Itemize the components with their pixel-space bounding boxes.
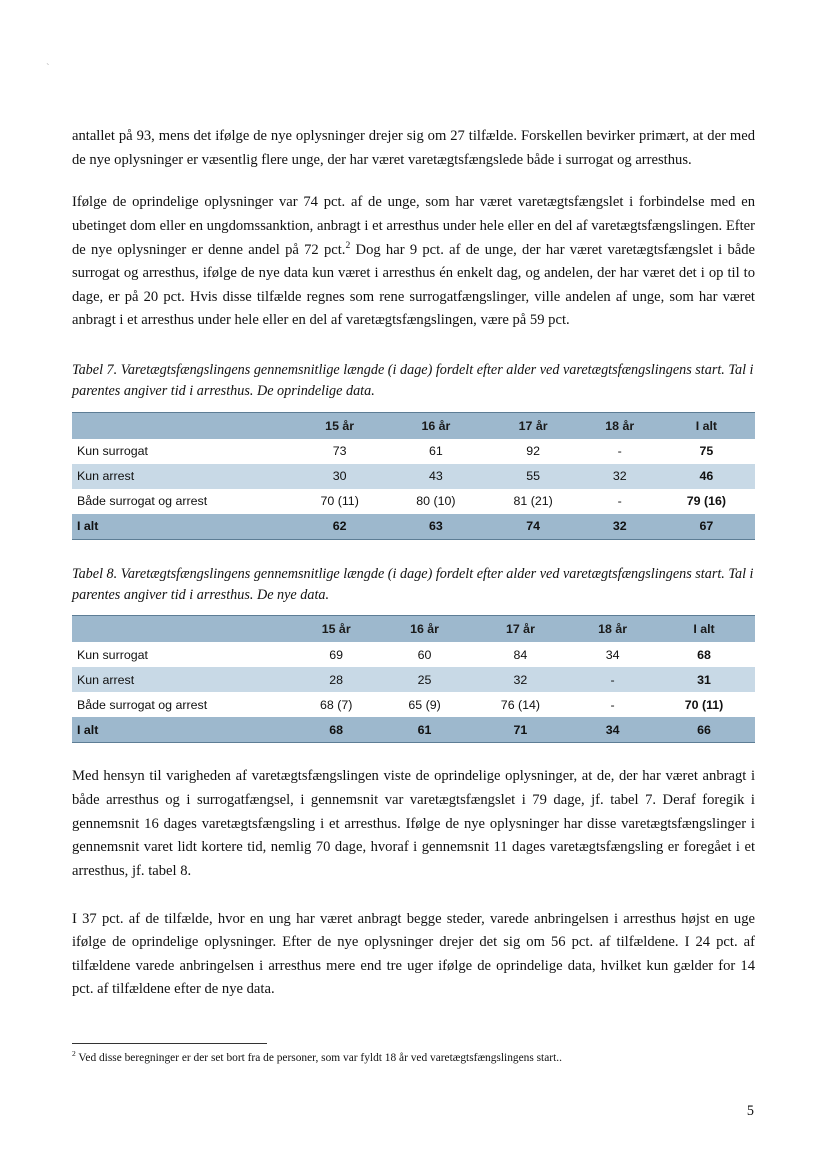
- table-7-col-2: 16 år: [387, 413, 484, 439]
- table-8-block: [72, 564, 755, 744]
- table-7-r3-c1: 62: [292, 514, 387, 539]
- table-7-r2-c5: 79 (16): [658, 489, 755, 514]
- footnote-reference: 2: [345, 239, 351, 251]
- table-8-r2-c2: 65 (9): [380, 692, 468, 717]
- table-8-r3-c3: 71: [469, 717, 572, 742]
- table-7-r1-c2: 43: [387, 464, 484, 489]
- table-8-col-1: 15 år: [292, 616, 380, 642]
- table-7-r3-c3: 74: [485, 514, 582, 539]
- table-7-r2-c1: 70 (11): [292, 489, 387, 514]
- page-number: 5: [746, 1103, 754, 1119]
- table-7-body: [72, 439, 755, 539]
- table-7-block: [72, 360, 755, 540]
- table-8-r1-c4: -: [572, 667, 653, 692]
- table-8-r3-c1: 68: [292, 717, 380, 742]
- page-content: [72, 125, 755, 1002]
- table-7-r0-c4: -: [582, 439, 658, 464]
- table-7-frame: [72, 412, 755, 540]
- paragraph-2-head: Ifølge de oprindelige oplysninger var 74 pct. af de unge, som har været varetægtsfængslet i forbindelse med en ubetinget dom eller en ungdomssanktion, anbragt i et arresthus under hele eller en del af varetægtsfængslingen. Efter de nye oplysninger er denne andel på 72 pct.: [72, 194, 755, 258]
- table-7-r2-c3: 81 (21): [485, 489, 582, 514]
- table-8-r0-c2: 60: [380, 642, 468, 667]
- table-row: [72, 413, 755, 439]
- table-row: [72, 439, 755, 464]
- table-row: [72, 642, 755, 667]
- table-row: [72, 464, 755, 489]
- footnote-divider: [72, 1043, 267, 1044]
- table-7: [72, 413, 755, 539]
- table-8-r1-c5: 31: [653, 667, 755, 692]
- table-8-col-3: 17 år: [469, 616, 572, 642]
- table-7-r3-c5: 67: [658, 514, 755, 539]
- footnote: [72, 1050, 755, 1067]
- table-row: [72, 489, 755, 514]
- footnote-text: Ved disse beregninger er der set bort fra de personer, som var fyldt 18 år ved varetægtsfængslingens start..: [78, 1052, 562, 1064]
- paragraph-4: I 37 pct. af de tilfælde, hvor en ung har været anbragt begge steder, varede anbringelsen i arresthus højst en uge ifølge de oprindelige oplysninger. Efter de nye oplysninger drejer det sig om 56 pct. af tilfældene. I 24 pct. af tilfældene varede anbringelsen i arresthus mere end tre uger ifølge de oprindelige data, hvilket kun gælder for 14 pct. af tilfældene efter de nye data.: [72, 910, 755, 998]
- table-8-r1-c3: 32: [469, 667, 572, 692]
- table-7-r0-c3: 92: [485, 439, 582, 464]
- table-8-r2-c4: -: [572, 692, 653, 717]
- paragraph-2: [72, 191, 755, 333]
- table-8-body: [72, 642, 755, 742]
- table-8-head: [72, 616, 755, 642]
- table-8-r1-label: Kun arrest: [72, 667, 292, 692]
- table-8-col-5: I alt: [653, 616, 755, 642]
- table-8: [72, 616, 755, 742]
- table-8-col-4: 18 år: [572, 616, 653, 642]
- table-8-r0-c3: 84: [469, 642, 572, 667]
- table-8-r0-c5: 68: [653, 642, 755, 667]
- table-8-col-0: [72, 616, 292, 642]
- table-row: [72, 717, 755, 742]
- table-7-r3-c4: 32: [582, 514, 658, 539]
- table-8-r3-label: I alt: [72, 717, 292, 742]
- table-7-col-5: I alt: [658, 413, 755, 439]
- table-7-r0-c5: 75: [658, 439, 755, 464]
- table-8-r1-c2: 25: [380, 667, 468, 692]
- table-7-r1-c3: 55: [485, 464, 582, 489]
- page-speck: `: [46, 62, 50, 74]
- table-8-r3-c2: 61: [380, 717, 468, 742]
- table-7-r2-label: Både surrogat og arrest: [72, 489, 292, 514]
- table-8-r2-c3: 76 (14): [469, 692, 572, 717]
- footnote-area: [72, 1037, 755, 1067]
- table-row: [72, 616, 755, 642]
- table-7-col-3: 17 år: [485, 413, 582, 439]
- table-7-r1-c1: 30: [292, 464, 387, 489]
- table-8-r0-c1: 69: [292, 642, 380, 667]
- table-8-r0-label: Kun surrogat: [72, 642, 292, 667]
- table-8-frame: [72, 615, 755, 743]
- table-8-r2-c1: 68 (7): [292, 692, 380, 717]
- table-7-r2-c2: 80 (10): [387, 489, 484, 514]
- table-7-col-1: 15 år: [292, 413, 387, 439]
- table-7-r3-c2: 63: [387, 514, 484, 539]
- table-7-r2-c4: -: [582, 489, 658, 514]
- table-7-caption: Tabel 7. Varetægtsfængslingens gennemsnitlige længde (i dage) fordelt efter alder ved varetægtsfængslingens start. Tal i parentes angiver tid i arresthus. De oprindelige data.: [72, 362, 754, 400]
- table-7-head: [72, 413, 755, 439]
- paragraph-3: Med hensyn til varigheden af varetægtsfængslingen viste de oprindelige oplysninger, at de, der har været anbragt i både arresthus og i surrogatfængsel, i gennemsnit var varetægtsfængslet i 79 dage, jf. tabel 7. Deraf foregik i gennemsnit 16 dages varetægtsfængsling i et arresthus. Ifølge de nye oplysninger har disse varetægtsfængslinger i gennemsnit varet lidt kortere tid, nemlig 70 dage, hvoraf i gennemsnit 11 dages varetægtsfængsling er foregået i et arresthus, jf. tabel 8.: [72, 768, 755, 879]
- table-7-r1-label: Kun arrest: [72, 464, 292, 489]
- table-7-r0-label: Kun surrogat: [72, 439, 292, 464]
- table-row: [72, 514, 755, 539]
- table-8-r0-c4: 34: [572, 642, 653, 667]
- footnote-number: 2: [72, 1049, 76, 1059]
- table-8-r2-label: Både surrogat og arrest: [72, 692, 292, 717]
- table-7-col-0: [72, 413, 292, 439]
- paragraph-2-tail: Dog har 9 pct. af de unge, der har været varetægtsfængslet i både surrogat og arresthus, ifølge de nye data kun været i arresthus én enkelt dag, og andelen, der har været det i op til to dage, er på 20 pct. Hvis disse tilfælde regnes som rene surrogatfængslinger, ville andelen af unge, som har været anbragt i et arresthus under hele eller en del af varetægtsfængslingen, være på 59 pct.: [72, 241, 755, 329]
- table-row: [72, 692, 755, 717]
- table-8-r3-c5: 66: [653, 717, 755, 742]
- table-7-r3-label: I alt: [72, 514, 292, 539]
- table-8-r1-c1: 28: [292, 667, 380, 692]
- table-8-r2-c5: 70 (11): [653, 692, 755, 717]
- table-7-r1-c4: 32: [582, 464, 658, 489]
- table-7-col-4: 18 år: [582, 413, 658, 439]
- table-7-r0-c2: 61: [387, 439, 484, 464]
- table-row: [72, 667, 755, 692]
- table-8-caption: Tabel 8. Varetægtsfængslingens gennemsnitlige længde (i dage) fordelt efter alder ved varetægtsfængslingens start. Tal i parentes angiver tid i arresthus. De nye data.: [72, 565, 754, 604]
- paragraph-1: antallet på 93, mens det ifølge de nye oplysninger drejer sig om 27 tilfælde. Forskellen bevirker primært, at der med de nye oplysninger er væsentlig flere unge, der har været varetægtsfængslede både i surrogat og arresthus.: [72, 128, 755, 168]
- table-7-r0-c1: 73: [292, 439, 387, 464]
- table-8-r3-c4: 34: [572, 717, 653, 742]
- table-8-col-2: 16 år: [380, 616, 468, 642]
- table-7-r1-c5: 46: [658, 464, 755, 489]
